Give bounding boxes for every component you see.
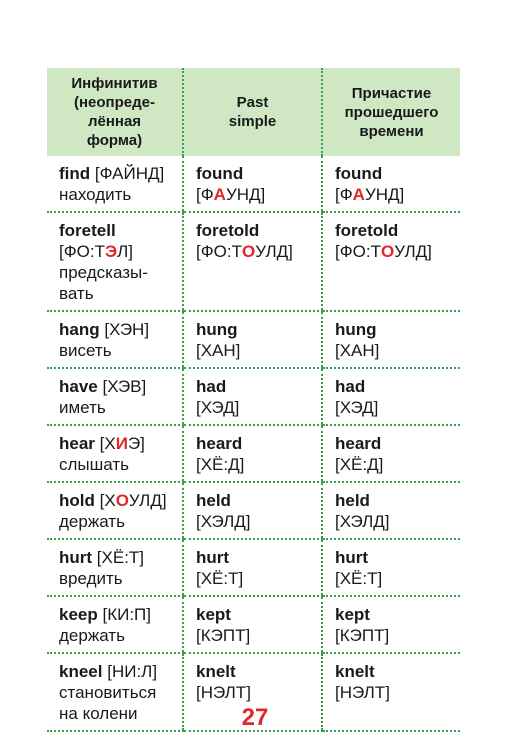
transcription-part: [ХАН] bbox=[196, 341, 241, 360]
transcription bbox=[335, 185, 404, 204]
english-word: hurt bbox=[335, 548, 369, 567]
transcription-part: [НЭЛТ] bbox=[196, 683, 251, 702]
header-line: (неопреде- bbox=[74, 94, 155, 111]
transcription-part: УЛД] bbox=[255, 242, 293, 261]
english-word: hurt bbox=[196, 548, 230, 567]
transcription bbox=[107, 662, 157, 681]
header-line: прошедшего bbox=[344, 103, 439, 121]
english-word: held bbox=[335, 491, 370, 510]
transcription-part: [ХЭЛД] bbox=[196, 512, 251, 531]
transcription-part: [ХЁ:Д] bbox=[196, 455, 245, 474]
participle-cell bbox=[322, 156, 460, 212]
stressed-vowel: А bbox=[213, 185, 226, 204]
english-word: heard bbox=[335, 434, 382, 453]
transcription-part: [Х bbox=[99, 434, 116, 453]
participle-cell bbox=[322, 425, 460, 482]
transcription-part: УЛД] bbox=[394, 242, 432, 261]
transcription-part: [ХЭВ] bbox=[102, 377, 147, 396]
transcription-part: [Х bbox=[99, 491, 116, 510]
header-line: simple bbox=[228, 113, 277, 130]
past-simple-cell bbox=[183, 156, 322, 212]
english-word: hang bbox=[59, 320, 100, 339]
transcription bbox=[196, 341, 240, 360]
english-word: foretold bbox=[196, 221, 260, 240]
russian-translation: слышать bbox=[59, 455, 130, 474]
transcription bbox=[335, 455, 383, 474]
stressed-vowel: О bbox=[115, 491, 129, 510]
russian-translation: на колени bbox=[59, 704, 138, 723]
participle-cell bbox=[322, 212, 460, 311]
participle-cell bbox=[322, 482, 460, 539]
russian-translation: предсказы- bbox=[59, 263, 148, 282]
past-simple-cell bbox=[183, 596, 322, 653]
participle-cell bbox=[322, 368, 460, 425]
transcription bbox=[97, 548, 144, 567]
english-word: hurt bbox=[59, 548, 93, 567]
transcription-part: [ХЭН] bbox=[104, 320, 150, 339]
transcription bbox=[100, 491, 167, 510]
transcription-part: [КЭПТ] bbox=[335, 626, 390, 645]
transcription bbox=[335, 398, 378, 417]
transcription-part: [ХЁ:Т] bbox=[96, 548, 145, 567]
infinitive-cell bbox=[47, 311, 183, 368]
infinitive-cell bbox=[47, 425, 183, 482]
transcription bbox=[335, 341, 379, 360]
transcription bbox=[335, 242, 432, 261]
infinitive-cell bbox=[47, 539, 183, 596]
english-word: hung bbox=[335, 320, 377, 339]
english-word: found bbox=[335, 164, 383, 183]
transcription bbox=[59, 242, 133, 261]
stressed-vowel: О bbox=[241, 242, 256, 261]
english-word: knelt bbox=[196, 662, 236, 681]
transcription-part: Л] bbox=[117, 242, 133, 261]
transcription-part: [ХЭД] bbox=[335, 398, 379, 417]
english-word: kneel bbox=[59, 662, 103, 681]
infinitive-cell bbox=[47, 156, 183, 212]
page-number: 27 bbox=[241, 704, 269, 731]
transcription bbox=[196, 185, 265, 204]
english-word: heard bbox=[196, 434, 243, 453]
past-simple-cell bbox=[183, 539, 322, 596]
stressed-vowel: О bbox=[380, 242, 395, 261]
english-word: hold bbox=[59, 491, 95, 510]
table-row bbox=[47, 212, 460, 311]
header-line: лённая bbox=[87, 113, 142, 130]
english-word: had bbox=[335, 377, 366, 396]
russian-translation: вать bbox=[59, 284, 94, 303]
transcription-part: [ХЭД] bbox=[196, 398, 240, 417]
stressed-vowel: А bbox=[352, 185, 365, 204]
transcription bbox=[196, 512, 251, 531]
transcription bbox=[102, 605, 151, 624]
infinitive-cell bbox=[47, 482, 183, 539]
transcription-part: [ФО:Т bbox=[196, 242, 242, 261]
past-simple-cell bbox=[183, 368, 322, 425]
english-word: knelt bbox=[335, 662, 375, 681]
header-line: времени bbox=[359, 122, 424, 140]
header-line: Past bbox=[236, 94, 269, 111]
header-line: Инфинитив bbox=[71, 75, 158, 92]
table-row bbox=[47, 539, 460, 596]
english-word: keep bbox=[59, 605, 98, 624]
transcription-part: [ХЁ:Д] bbox=[335, 455, 384, 474]
transcription-part: [ФО:Т bbox=[335, 242, 381, 261]
participle-cell bbox=[322, 539, 460, 596]
russian-translation: иметь bbox=[59, 398, 106, 417]
infinitive-cell bbox=[47, 596, 183, 653]
table-row bbox=[47, 156, 460, 212]
english-word: find bbox=[59, 164, 91, 183]
header-past-participle bbox=[322, 68, 460, 156]
past-simple-cell bbox=[183, 425, 322, 482]
russian-translation: вредить bbox=[59, 569, 123, 588]
english-word: hung bbox=[196, 320, 238, 339]
english-word: have bbox=[59, 377, 98, 396]
english-word: held bbox=[196, 491, 231, 510]
table-row bbox=[47, 368, 460, 425]
past-simple-cell bbox=[183, 311, 322, 368]
header-past-simple bbox=[183, 68, 322, 156]
english-word: foretell bbox=[59, 221, 116, 240]
english-word: kept bbox=[335, 605, 370, 624]
transcription-part: Э] bbox=[127, 434, 145, 453]
transcription-part: УНД] bbox=[364, 185, 405, 204]
transcription bbox=[335, 569, 382, 588]
transcription bbox=[196, 455, 244, 474]
transcription bbox=[196, 626, 250, 645]
transcription bbox=[196, 398, 239, 417]
russian-translation: держать bbox=[59, 626, 125, 645]
transcription bbox=[196, 683, 251, 702]
transcription-part: [Ф bbox=[335, 185, 353, 204]
header-infinitive bbox=[47, 68, 183, 156]
transcription-part: [ХЁ:Т] bbox=[196, 569, 244, 588]
participle-cell bbox=[322, 311, 460, 368]
english-word: kept bbox=[196, 605, 231, 624]
verb-table bbox=[47, 68, 460, 732]
transcription-part: УНД] bbox=[225, 185, 266, 204]
english-word: foretold bbox=[335, 221, 399, 240]
header-row bbox=[47, 68, 460, 156]
transcription bbox=[335, 512, 390, 531]
transcription-part: [ХЭЛД] bbox=[335, 512, 390, 531]
transcription-part: [ХЁ:Т] bbox=[335, 569, 383, 588]
transcription-part: [КЭПТ] bbox=[196, 626, 251, 645]
table-row bbox=[47, 311, 460, 368]
past-simple-cell bbox=[183, 482, 322, 539]
transcription-part: [ФО:Т bbox=[59, 242, 105, 261]
english-word: found bbox=[196, 164, 244, 183]
infinitive-cell bbox=[47, 368, 183, 425]
transcription-part: [ФАЙНД] bbox=[94, 164, 165, 183]
transcription bbox=[100, 434, 145, 453]
transcription bbox=[104, 320, 149, 339]
stressed-vowel: И bbox=[115, 434, 128, 453]
infinitive-cell bbox=[47, 212, 183, 311]
header-line: Причастие bbox=[351, 84, 432, 102]
table-row bbox=[47, 596, 460, 653]
transcription bbox=[335, 626, 389, 645]
english-word: had bbox=[196, 377, 227, 396]
russian-translation: держать bbox=[59, 512, 125, 531]
past-simple-cell bbox=[183, 212, 322, 311]
transcription-part: [КИ:П] bbox=[102, 605, 151, 624]
transcription-part: УЛД] bbox=[128, 491, 167, 510]
table-row bbox=[47, 482, 460, 539]
header-line: форма) bbox=[86, 132, 143, 149]
english-word: hear bbox=[59, 434, 95, 453]
transcription-part: [НИ:Л] bbox=[107, 662, 158, 681]
transcription bbox=[335, 683, 390, 702]
transcription-part: [НЭЛТ] bbox=[335, 683, 390, 702]
participle-cell bbox=[322, 596, 460, 653]
transcription-part: [Ф bbox=[196, 185, 214, 204]
stressed-vowel: Э bbox=[104, 242, 118, 261]
table-row bbox=[47, 425, 460, 482]
russian-translation: становиться bbox=[59, 683, 157, 702]
transcription-part: [ХАН] bbox=[335, 341, 380, 360]
transcription bbox=[196, 242, 293, 261]
russian-translation: висеть bbox=[59, 341, 112, 360]
transcription bbox=[102, 377, 146, 396]
transcription bbox=[196, 569, 243, 588]
russian-translation: находить bbox=[59, 185, 132, 204]
transcription bbox=[95, 164, 164, 183]
